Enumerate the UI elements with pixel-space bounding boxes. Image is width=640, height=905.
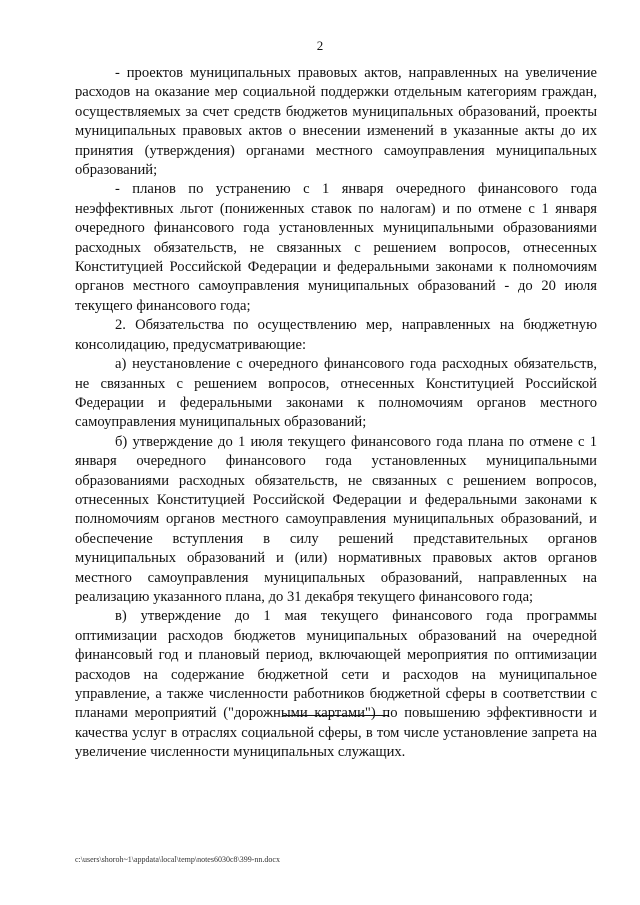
end-of-document-rule — [283, 715, 388, 716]
paragraph-benefits-elimination-plans: - планов по устранению с 1 января очередного финансового года неэффективных льгот (пониженных ставок по налогам) и по отмене с 1 января очередного финансового года установленных муниципальными образованиями расходных обязательств, не связанных с решением вопросов, отнесенных Конституцией Российской Федерации и федеральными законами к полномочиям органов местного самоуправления муниципальных образований - до 20 июля текущего финансового года; — [75, 181, 597, 314]
paragraph-municipal-acts-projects: - проектов муниципальных правовых актов, направленных на увеличение расходов на оказание мер социальной поддержки отдельным категориям граждан, осуществляемых за счет средств бюджетов муниципальных образований, проекты муниципальных правовых актов о внесении изменений в указанные акты до их принятия (утверждения) органами местного самоуправления муниципальных образований; — [75, 65, 597, 179]
file-path-footer: c:\users\shoroh~1\appdata\local\temp\notes6030c8\399-nn.docx — [75, 855, 280, 864]
paragraph-item-b: б) утверждение до 1 июля текущего финансового года плана по отмене с 1 января очередного финансового года установленных муниципальными образованиями расходных обязательств, не связанных с решением вопросов, отнесенных Конституцией Российской Федерации и федеральными законами к полномочиям органов местного самоуправления муниципальных образований, и обеспечение вступления в силу решений представительных органов муниципальных образований и (или) нормативных правовых актов органов местного самоуправления муниципальных образований, направленных на реализацию указанного плана, до 31 декабря текущего финансового года; — [75, 433, 597, 605]
paragraph-item-a: а) неустановление с очередного финансового года расходных обязательств, не связанных с решением вопросов, отнесенных Конституцией Российской Федерации и федеральными законами к полномочиям органов местного самоуправления муниципальных образований; — [75, 356, 597, 431]
document-body — [75, 64, 597, 763]
paragraph-budget-consolidation-obligations: 2. Обязательства по осуществлению мер, направленных на бюджетную консолидацию, предусматривающие: — [75, 317, 597, 353]
page-number: 2 — [316, 38, 324, 53]
paragraph-item-v: в) утверждение до 1 мая текущего финансового года программы оптимизации расходов бюджетов муниципальных образований на очередной финансовый год и плановый период, включающей мероприятия по оптимизации расходов на содержание бюджетной сети и расходов на муниципальное управление, а также численности работников бюджетной сферы в соответствии с планами мероприятий ("дорожными картами") по повышению эффективности и качества услуг в отраслях социальной сферы, в том числе установление запрета на увеличение численности муниципальных служащих. — [75, 608, 597, 761]
